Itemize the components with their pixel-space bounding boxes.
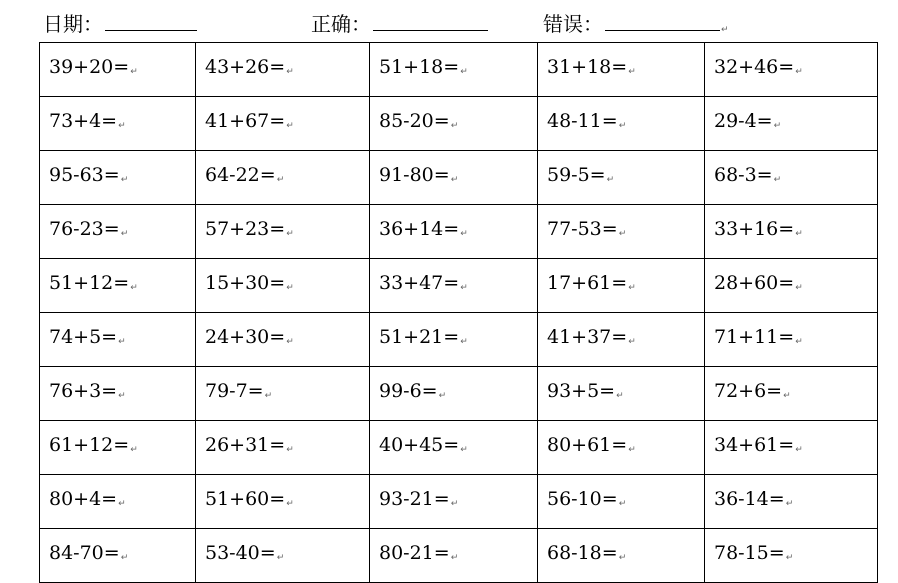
return-mark-icon: ↵ [276,553,285,563]
return-mark-icon: ↵ [795,283,803,293]
problem-cell [40,205,196,259]
problem-text: 56-10= [547,488,618,510]
problem-text: 51+18= [379,56,460,78]
return-mark-icon: ↵ [616,391,624,401]
problem-row [40,421,878,475]
return-mark-icon: ↵ [438,391,447,401]
problem-text: 99-6= [379,380,438,402]
return-mark-icon: ↵ [130,67,138,77]
problem-cell [40,43,196,97]
problem-cell [196,97,370,151]
problem-text: 43+26= [205,56,286,78]
problem-cell [370,475,538,529]
problem-cell [196,313,370,367]
arithmetic-problem-grid [39,42,878,583]
problem-cell [538,97,705,151]
error-field [543,10,729,38]
return-mark-icon: ↵ [286,121,294,131]
problem-text: 33+47= [379,272,460,294]
problem-cell [538,475,705,529]
return-mark-icon: ↵ [286,499,294,509]
problem-cell [705,475,878,529]
return-mark-icon: ↵ [286,337,294,347]
problem-cell [370,367,538,421]
problem-cell [705,259,878,313]
problem-text: 76+3= [49,380,118,402]
return-mark-icon: ↵ [618,499,627,509]
problem-cell [40,367,196,421]
problem-cell [40,475,196,529]
return-mark-icon: ↵ [795,337,803,347]
return-mark-icon: ↵ [450,499,459,509]
worksheet-header [0,10,898,40]
error-blank-line[interactable] [605,10,720,31]
problem-text: 53-40= [205,542,276,564]
return-mark-icon: ↵ [118,499,126,509]
problem-cell [370,259,538,313]
problem-text: 36-14= [714,488,785,510]
return-mark-icon: ↵ [460,445,468,455]
return-mark-icon: ↵ [785,499,794,509]
problem-row [40,529,878,583]
problem-cell [40,151,196,205]
problem-text: 71+11= [714,326,795,348]
problem-text: 68-3= [714,164,773,186]
problem-cell [538,43,705,97]
problem-cell [40,97,196,151]
return-mark-icon: ↵ [120,553,129,563]
problem-cell [370,97,538,151]
return-mark-icon: ↵ [628,67,636,77]
return-mark-icon: ↵ [606,175,615,185]
problem-cell [196,43,370,97]
problem-text: 85-20= [379,110,450,132]
problem-text: 31+18= [547,56,628,78]
return-mark-icon: ↵ [795,67,803,77]
problem-text: 64-22= [205,164,276,186]
return-mark-icon: ↵ [460,67,468,77]
problem-cell [196,367,370,421]
problem-grid-body [40,43,878,583]
problem-text: 61+12= [49,434,130,456]
problem-text: 28+60= [714,272,795,294]
problem-text: 33+16= [714,218,795,240]
return-mark-icon: ↵ [450,121,459,131]
problem-cell [370,151,538,205]
problem-cell [705,151,878,205]
problem-cell [40,259,196,313]
return-mark-icon: ↵ [276,175,285,185]
problem-text: 29-4= [714,110,773,132]
return-mark-icon: ↵ [773,121,782,131]
problem-text: 73+4= [49,110,118,132]
problem-text: 68-18= [547,542,618,564]
problem-row [40,367,878,421]
problem-text: 91-80= [379,164,450,186]
return-mark-icon: ↵ [773,175,782,185]
return-mark-icon: ↵ [721,25,729,35]
problem-text: 40+45= [379,434,460,456]
problem-text: 51+12= [49,272,130,294]
problem-text: 93-21= [379,488,450,510]
date-field [43,10,197,38]
problem-text: 41+67= [205,110,286,132]
problem-text: 72+6= [714,380,783,402]
return-mark-icon: ↵ [450,175,459,185]
problem-row [40,259,878,313]
problem-text: 79-7= [205,380,264,402]
problem-cell [196,259,370,313]
date-blank-line[interactable] [105,10,197,31]
problem-cell [538,313,705,367]
problem-text: 41+37= [547,326,628,348]
problem-row [40,475,878,529]
problem-cell [705,205,878,259]
problem-cell [196,475,370,529]
problem-cell [370,313,538,367]
problem-text: 74+5= [49,326,118,348]
problem-cell [538,367,705,421]
return-mark-icon: ↵ [618,553,627,563]
problem-cell [705,421,878,475]
return-mark-icon: ↵ [120,175,129,185]
problem-text: 80-21= [379,542,450,564]
correct-blank-line[interactable] [373,10,488,31]
return-mark-icon: ↵ [450,553,459,563]
return-mark-icon: ↵ [118,121,126,131]
problem-text: 93+5= [547,380,616,402]
problem-text: 51+21= [379,326,460,348]
return-mark-icon: ↵ [618,121,627,131]
problem-cell [370,205,538,259]
return-mark-icon: ↵ [628,283,636,293]
problem-cell [705,43,878,97]
problem-row [40,313,878,367]
return-mark-icon: ↵ [286,229,294,239]
return-mark-icon: ↵ [460,337,468,347]
problem-row [40,151,878,205]
return-mark-icon: ↵ [628,337,636,347]
problem-cell [705,529,878,583]
problem-text: 39+20= [49,56,130,78]
problem-row [40,43,878,97]
problem-text: 34+61= [714,434,795,456]
return-mark-icon: ↵ [795,229,803,239]
return-mark-icon: ↵ [783,391,791,401]
return-mark-icon: ↵ [795,445,803,455]
problem-cell [40,421,196,475]
problem-text: 84-70= [49,542,120,564]
error-label: 错误： [543,12,603,36]
problem-cell [538,151,705,205]
return-mark-icon: ↵ [286,67,294,77]
problem-text: 48-11= [547,110,618,132]
problem-cell [705,367,878,421]
problem-text: 51+60= [205,488,286,510]
return-mark-icon: ↵ [460,229,468,239]
problem-cell [40,529,196,583]
return-mark-icon: ↵ [264,391,273,401]
return-mark-icon: ↵ [460,283,468,293]
date-label: 日期： [43,12,103,36]
problem-text: 78-15= [714,542,785,564]
problem-text: 17+61= [547,272,628,294]
return-mark-icon: ↵ [785,553,794,563]
return-mark-icon: ↵ [618,229,627,239]
problem-text: 95-63= [49,164,120,186]
return-mark-icon: ↵ [286,283,294,293]
return-mark-icon: ↵ [118,391,126,401]
problem-text: 80+4= [49,488,118,510]
problem-text: 36+14= [379,218,460,240]
problem-text: 26+31= [205,434,286,456]
problem-cell [705,97,878,151]
correct-label: 正确： [311,12,371,36]
problem-text: 59-5= [547,164,606,186]
correct-field [311,10,488,38]
problem-cell [370,43,538,97]
problem-cell [196,421,370,475]
problem-cell [538,259,705,313]
return-mark-icon: ↵ [286,445,294,455]
problem-text: 32+46= [714,56,795,78]
problem-cell [538,421,705,475]
problem-cell [196,205,370,259]
problem-row [40,205,878,259]
return-mark-icon: ↵ [130,283,138,293]
problem-text: 77-53= [547,218,618,240]
return-mark-icon: ↵ [120,229,129,239]
problem-cell [705,313,878,367]
problem-row [40,97,878,151]
problem-cell [370,421,538,475]
return-mark-icon: ↵ [118,337,126,347]
problem-text: 76-23= [49,218,120,240]
problem-cell [40,313,196,367]
problem-text: 57+23= [205,218,286,240]
problem-text: 15+30= [205,272,286,294]
problem-cell [196,151,370,205]
problem-text: 24+30= [205,326,286,348]
problem-text: 80+61= [547,434,628,456]
problem-cell [370,529,538,583]
problem-cell [196,529,370,583]
problem-cell [538,205,705,259]
return-mark-icon: ↵ [130,445,138,455]
problem-cell [538,529,705,583]
return-mark-icon: ↵ [628,445,636,455]
